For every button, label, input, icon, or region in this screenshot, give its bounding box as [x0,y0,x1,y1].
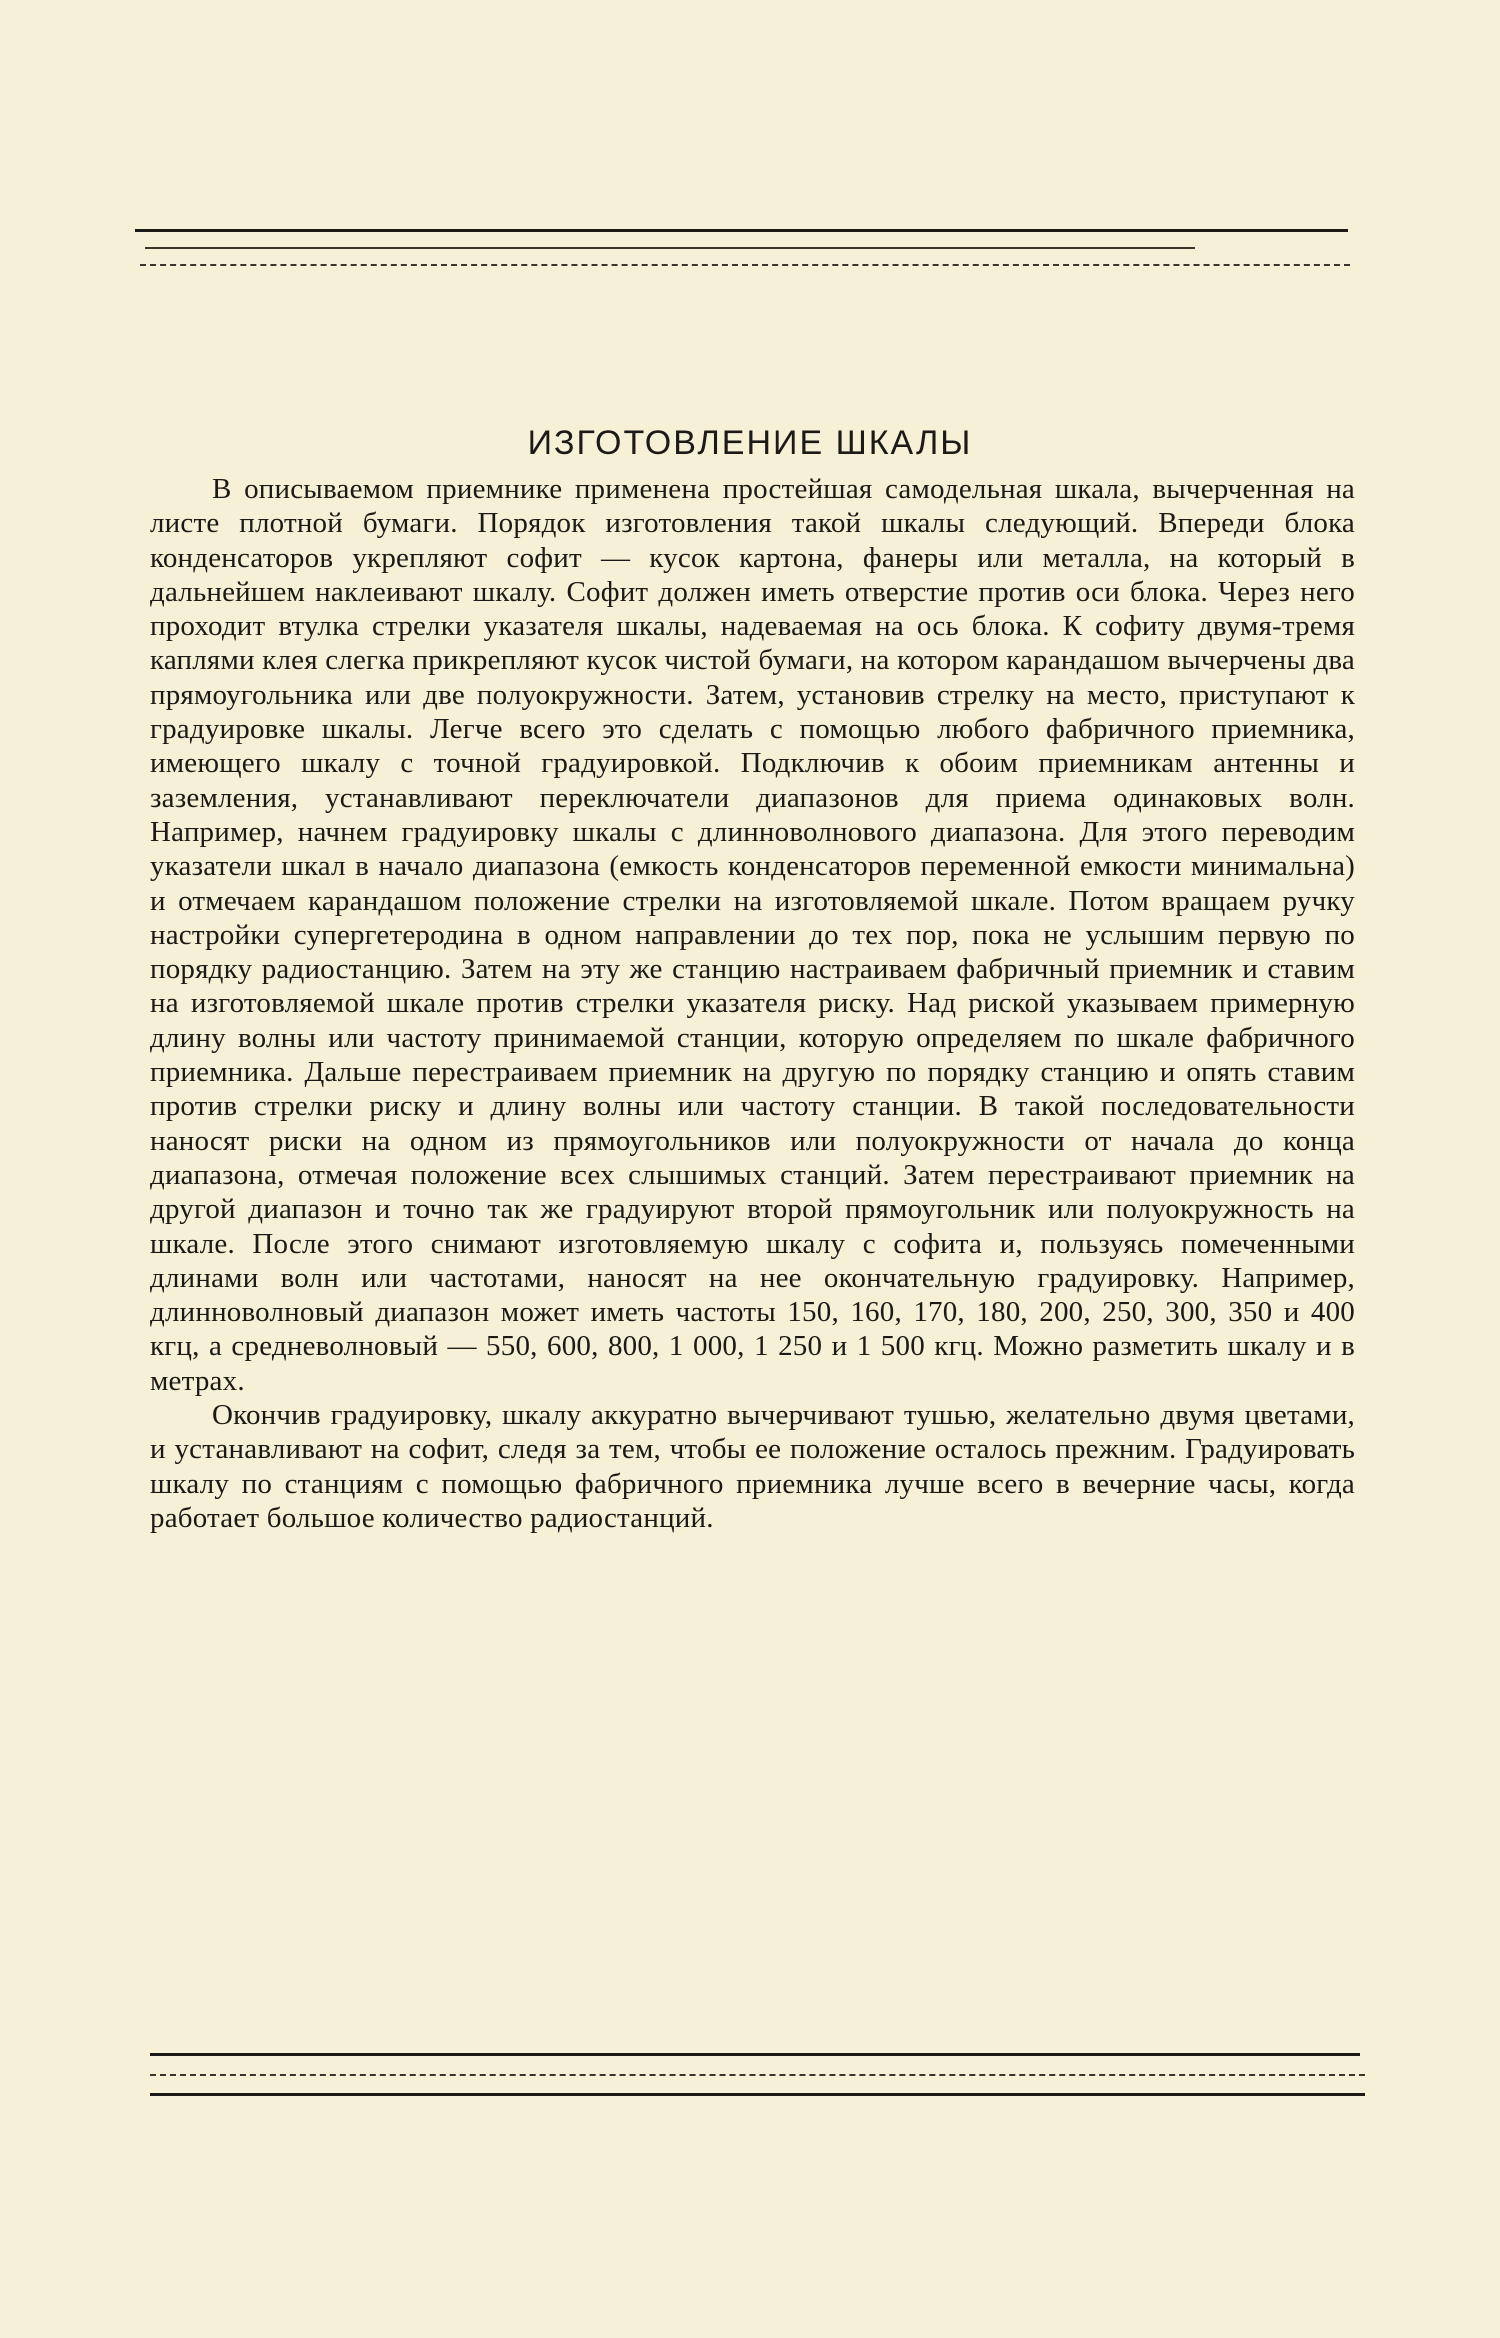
top-rule-dashed [140,264,1350,266]
bottom-rule-thick [150,2053,1360,2056]
bottom-rule-bottom [150,2093,1365,2096]
paragraph-1: В описываемом приемнике применена простейшая самодельная шкала, вычерченная на листе плотной бумаги. Порядок изготовления такой шкалы следующий. Впереди блока конденсаторов укрепляют софит — кусок картона, фанеры или металла, на который в дальнейшем наклеивают шкалу. Софит должен иметь отверстие против оси блока. Через него проходит втулка стрелки указателя шкалы, надеваемая на ось блока. К софиту двумя-тремя каплями клея слегка прикрепляют кусок чистой бумаги, на котором карандашом вычерчены два прямоугольника или две полуокружности. Затем, установив стрелку на место, приступают к градуировке шкалы. Легче всего это сделать с помощью любого фабричного приемника, имеющего шкалу с точной градуировкой. Подключив к обоим приемникам антенны и заземления, устанавливают переключатели диапазонов для приема одинаковых волн. Например, начнем градуировку шкалы с длинноволнового диапазона. Для этого переводим указатели шкал в начало диапазона (емкость конденсаторов переменной емкости минимальна) и отмечаем карандашом положение стрелки на изготовляемой шкале. Потом вращаем ручку настройки супергетеродина в одном направлении до тех пор, пока не услышим первую по порядку радиостанцию. Затем на эту же станцию настраиваем фабричный приемник и ставим на изготовляемой шкале против стрелки указателя риску. Над риской указываем примерную длину волны или частоту принимаемой станции, которую определяем по шкале фабричного приемника. Дальше перестраиваем приемник на другую по порядку станцию и опять ставим против стрелки риску и длину волны или частоту станции. В такой последовательности наносят риски на одном из прямоугольников или полуокружности от начала до конца диапазона, отмечая положение всех слышимых станций. Затем перестраивают приемник на другой диапазон и точно так же градуируют второй прямоугольник или полуокружность на шкале. После этого снимают изготовляемую шкалу с софита и, пользуясь помеченными длинами волн или частотами, наносят на нее окончательную градуировку. Например, длинноволновый диапазон может иметь частоты 150, 160, 170, 180, 200, 250, 300, 350 и 400 кгц, а средневолновый — 550, 600, 800, 1 000, 1 250 и 1 500 кгц. Можно разметить шкалу и в метрах. [150,473,1355,1397]
page-title: ИЗГОТОВЛЕНИЕ ШКАЛЫ [527,424,973,462]
article-body [150,472,1355,1535]
bottom-rule-dashed [150,2074,1365,2076]
paragraph-2: Окончив градуировку, шкалу аккуратно вычерчивают тушью, желательно двумя цветами, и устанавливают на софит, следя за тем, чтобы ее положение осталось прежним. Градуировать шкалу по станциям с помощью фабричного приемника лучше всего в вечерние часы, когда работает большое количество радиостанций. [150,1399,1355,1534]
top-rule-thick [135,229,1348,232]
top-rule-thin [145,247,1195,249]
